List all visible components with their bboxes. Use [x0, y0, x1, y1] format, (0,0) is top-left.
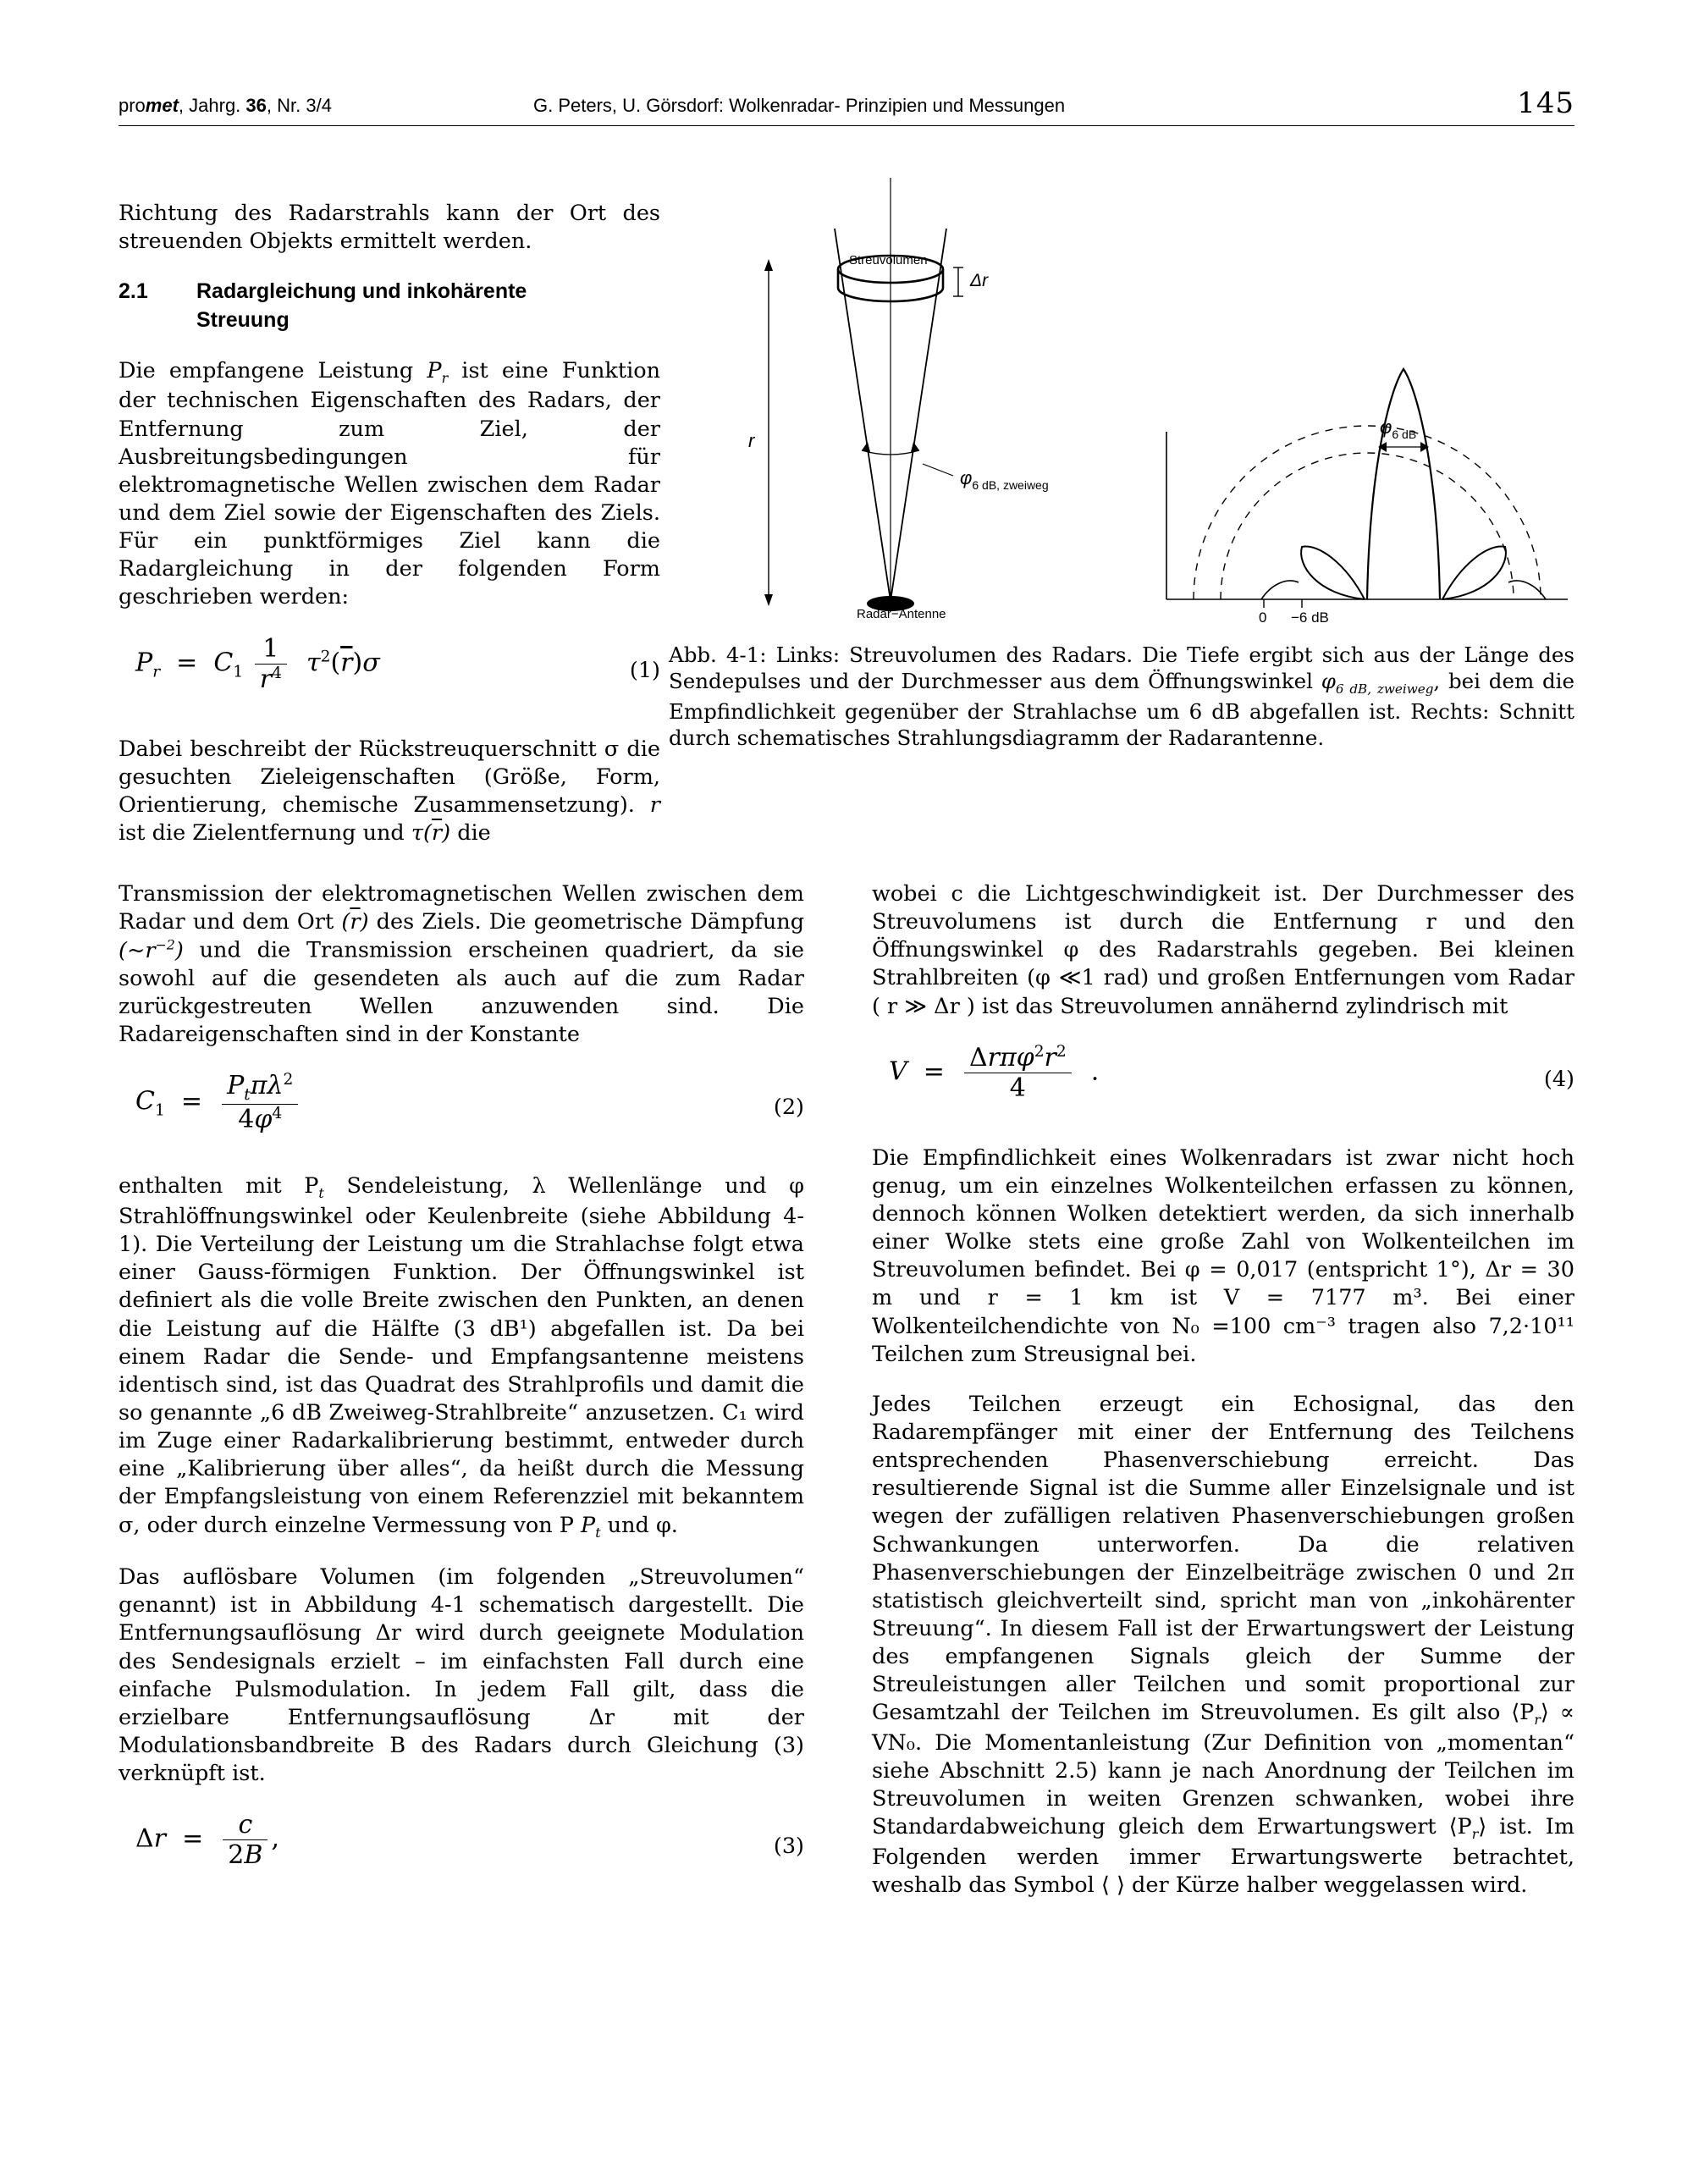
- symbol-r-minus2: $(\sim r^{-2})$: [119, 936, 184, 963]
- figure-caption-symbol: $\varphi_{6 dB, zweiweg}$: [1321, 669, 1434, 698]
- label-streuvolumen: Streuvolumen: [849, 253, 928, 267]
- paragraph-enthalten: [119, 1172, 804, 1541]
- label-phi-6db-zweiweg-sub: 6 dB, zweiweg: [972, 478, 1049, 492]
- paragraph-echo: [872, 1391, 1574, 1900]
- equation-4: [872, 1043, 1574, 1119]
- header-journal-info: [119, 95, 332, 117]
- figure-caption-part2: , bei dem die Empfindlichkeit gegenüber der Strahlachse um 6 dB abgefallen ist. Rechts: Schnitt durch schematisches Strahlungsdiagramm der Radarantenne.: [669, 669, 1574, 751]
- label-axis-minus6: −6 dB: [1291, 609, 1329, 626]
- figure-4-1: [669, 178, 1574, 635]
- paragraph-echo-b: ⟩ ∝ VN₀. Die Momentanleistung (Zur Definition von „momentan“ siehe Abschnitt 2.5) kann je nach Anordnung der Teilchen im Streuvolumen in weiten Grenzen schwanken, wobei ihre Standardabweichung gleich dem Erwartungswert ⟨P: [872, 1700, 1575, 1840]
- paragraph-transmission-b: des Ziels. Die geometrische Dämpfung: [376, 909, 805, 935]
- figure-block: [669, 178, 1574, 751]
- section-title-line1: Radargleichung und inkohärente: [196, 279, 527, 304]
- paragraph-sigma-body: Dabei beschreibt der Rückstreuquerschnitt σ die gesuchten Zieleigenschaften (Größe, Form, Orientierung, chemische Zusammensetzung).: [119, 736, 660, 818]
- label-axis-zero: 0: [1259, 609, 1267, 626]
- figure-caption-part1: Links: Streuvolumen des Radars. Die Tiefe ergibt sich aus der Länge des Sendepulses und der Durchmesser aus dem Öffnungswinkel: [669, 643, 1574, 694]
- figure-caption: [669, 642, 1574, 751]
- symbol-tau-r: $\tau(\overline{r})$: [411, 819, 451, 846]
- paragraph-power-body: ist eine Funktion der technischen Eigenschaften des Radars, der Entfernung zum Ziel, der Ausbreitungsbedingungen für elektromagnetische Wellen zwischen dem Radar und dem Ziel sowie der Eigenschaften des Ziels. Für ein punktförmiges Ziel kann die Radargleichung in der folgenden Form geschrieben werden:: [119, 357, 660, 610]
- paragraph-sensitivity: Die Empfindlichkeit eines Wolkenradars ist zwar nicht hoch genug, um ein einzelnes Wolkenteilchen erfassen zu können, dennoch können Wolken detektiert werden, da sich innerhalb einer Wolke stets eine große Zahl von Wolkenteilchen im Streuvolumen befindet. Bei φ = 0,017 (entspricht 1°), Δr = 30 m und r = 1 km ist V = 7177 m³. Bei einer Wolkenteilchendichte von N₀ =100 cm⁻³ tragen also 7,2·10¹¹ Teilchen zum Streusignal bei.: [872, 1144, 1574, 1367]
- equation-1-body: $P_r = C_1$ $\frac{1}{r^4}$ $\tau^2(\overline{r})\sigma$: [135, 633, 380, 694]
- page-header: [119, 86, 1574, 125]
- journal-name-pre: pro: [119, 95, 146, 116]
- paragraph-sigma-cont2: die: [457, 819, 491, 846]
- label-delta-r: Δr: [970, 271, 989, 290]
- equation-2-body: $C_1$ = $\frac{P_t\pi\lambda^2}{4\varphi^4}$: [135, 1071, 804, 1134]
- section-number: 2.1: [119, 279, 148, 304]
- paragraph-volume: Das auflösbare Volumen (im folgenden „Streuvolumen“ genannt) ist in Abbildung 4-1 schematisch dargestellt. Die Entfernungsauflösung Δr wird durch geeignete Modulation des Sendesignals erzielt – im einfachsten Fall durch eine einfache Pulsmodulation. In jedem Fall gilt, dass die erzielbare Entfernungsauflösung Δr mit der Modulationsbandbreite B des Radars durch Gleichung (3) verknüpft ist.: [119, 1564, 804, 1787]
- equation-1-number: (1): [629, 657, 660, 683]
- journal-issue: , Nr. 3/4: [266, 95, 332, 116]
- paragraph-sigma: [119, 736, 660, 848]
- paragraph-sigma-cont: ist die Zielentfernung und: [119, 819, 405, 846]
- paragraph-enthalten-a: enthalten mit P: [119, 1173, 319, 1200]
- equation-3-body: Δr = $\frac{c}{2B}$ ,: [135, 1810, 279, 1871]
- header-article-title: G. Peters, U. Görsdorf: Wolkenradar- Prinzipien und Messungen: [533, 95, 1066, 116]
- paragraph-transmission: [119, 880, 804, 1049]
- left-column-upper: [119, 200, 660, 869]
- paragraph-transmission-c: und die Transmission erscheinen quadriert, da sie sowohl auf die gesendeten als auch auf die zum Radar zurückgestreuten Wellen anzuwenden sind. Die Radareigenschaften sind in der Konstante: [119, 937, 804, 1048]
- paragraph-received-power: [119, 357, 660, 612]
- figure-caption-label: Abb. 4-1:: [669, 643, 767, 667]
- equation-2: [119, 1071, 804, 1147]
- paragraph-echo-c: ⟩ ist. Im Folgenden werden immer Erwartungswerte betrachtet, weshalb das Symbol ⟨ ⟩ der Kürze halber weggelassen wird.: [872, 1814, 1574, 1899]
- label-r: r: [748, 430, 755, 451]
- header-rule: [119, 125, 1574, 126]
- section-heading-2-1: [119, 278, 660, 335]
- symbol-Pt: $P_t$: [581, 1512, 601, 1541]
- journal-name-em: met: [145, 95, 179, 116]
- subscript-t: t: [318, 1185, 324, 1202]
- label-phi-6db-sub: 6 dB: [1392, 427, 1417, 441]
- paragraph-enthalten-b: Sendeleistung, λ Wellenlänge und φ Strahlöffnungswinkel oder Keulenbreite (siehe Abbildung 4-1). Die Verteilung der Leistung um die Strahlachse folgt etwa einer Gauss-förmigen Funktion. Der Öffnungswinkel ist definiert als die volle Breite zwischen den Punkten, an denen die Leistung auf die Hälfte (3 dB¹) abgefallen ist. Da bei einem Radar die Sende- und Empfangsantenne meistens identisch sind, ist das Quadrat des Strahlprofils und damit die so genannte „6 dB Zweiweg-Strahlbreite“ anzusetzen. C₁ wird im Zuge einer Radarkalibrierung bestimmt, entweder durch eine „Kalibrierung über alles“, da heißt durch die Messung der Empfangsleistung von einem Referenzziel mit bekanntem σ, oder durch einzelne Vermessung von P: [119, 1173, 804, 1538]
- label-radar-antenne: Radar−Antenne: [857, 607, 946, 621]
- equation-3: [119, 1810, 804, 1886]
- figure-4-1-graphic: [669, 178, 1574, 635]
- page-number: 145: [1517, 86, 1574, 120]
- paragraph-intro: Richtung des Radarstrahls kann der Ort des streuenden Objekts ermittelt werden.: [119, 201, 660, 255]
- paragraph-transmission-a: Transmission der elektromagnetischen Wellen zwischen dem Radar und dem Ort: [119, 881, 804, 935]
- equation-3-number: (3): [773, 1834, 804, 1860]
- paragraph-echo-a: Jedes Teilchen erzeugt ein Echosignal, das den Radarempfänger mit einer der Entfernung des Teilchens entsprechenden Phasenverschiebung erreicht. Das resultierende Signal ist die Summe aller Einzelsignale und ist wegen der zufälligen relativen Phasenverschiebungen großen Schwankungen unterworfen. Da die relativen Phasenverschiebungen der Einzelbeiträge zwischen 0 und 2π statistisch gleichverteilt sind, spricht man von „inkohärenter Streuung“. In diesem Fall ist der Erwartungswert der Leistung des empfangenen Signals gleich der Summe der Streuleistungen aller Teilchen und somit proportional zur Gesamtzahl der Teilchen im Streuvolumen. Es gilt also ⟨P: [872, 1391, 1574, 1726]
- paragraph-enthalten-tail: und φ.: [607, 1512, 678, 1538]
- subscript-r-2: r: [1471, 1826, 1479, 1843]
- section-title-line2: Streuung: [196, 308, 290, 333]
- journal-volume: 36: [245, 95, 267, 116]
- paragraph-power-lead: Die empfangene Leistung: [119, 357, 414, 383]
- equation-4-body: V = $\frac{\Delta r\pi\varphi^2r^2}{4}$ .: [889, 1042, 1100, 1103]
- lower-right-column: [872, 880, 1574, 1922]
- equation-4-number: (4): [1543, 1066, 1574, 1092]
- equation-1: [119, 634, 660, 710]
- label-phi-6db-zweiweg: $\varphi_{6 dB, zweiweg}$: [960, 467, 1049, 492]
- symbol-Pr: $P_r$: [427, 357, 449, 386]
- symbol-r-overline: $(\overline{r})$: [341, 909, 369, 935]
- subscript-r-1: r: [1534, 1712, 1541, 1729]
- paragraph-lightspeed: wobei c die Lichtgeschwindigkeit ist. Der Durchmesser des Streuvolumens ist durch die Entfernung r und den Öffnungswinkel φ des Radarstrahls gegeben. Bei kleinen Strahlbreiten (φ ≪1 rad) und großen Entfernungen vom Radar ( r ≫ Δr ) ist das Streuvolumen annähernd zylindrisch mit: [872, 881, 1574, 1019]
- equation-2-number: (2): [773, 1095, 804, 1121]
- journal-volume-text: , Jahrg.: [178, 95, 246, 116]
- label-phi-6db: $\varphi_{6 dB}$: [1380, 416, 1417, 441]
- lower-left-column: [119, 880, 804, 1911]
- symbol-r: r: [649, 791, 660, 818]
